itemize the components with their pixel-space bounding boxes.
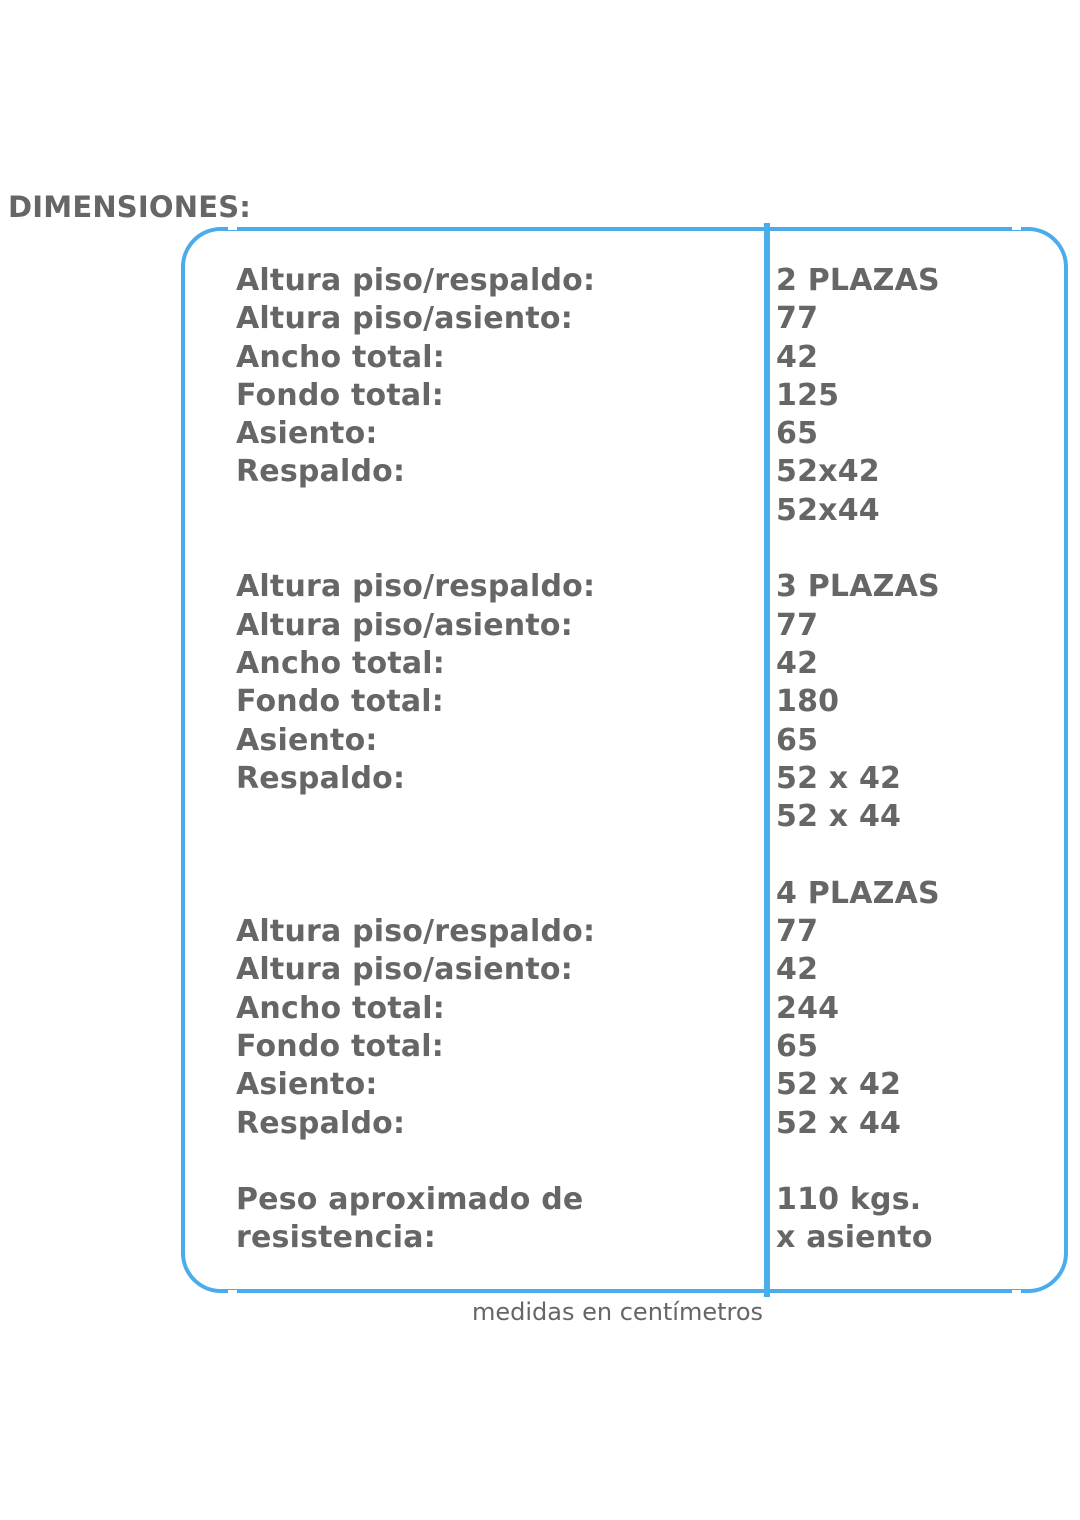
- spec-value: [776, 836, 1061, 874]
- frame-gap: [1012, 224, 1021, 230]
- spec-label: Fondo total:: [236, 684, 444, 720]
- spec-value: x asiento: [776, 1220, 933, 1256]
- spec-value: 52x42: [776, 454, 880, 490]
- spec-label: Asiento:: [236, 1067, 378, 1103]
- spec-label: Asiento:: [236, 416, 378, 452]
- value-column: [776, 262, 1061, 1258]
- section-heading: DIMENSIONES:: [8, 190, 252, 224]
- label-column: [236, 262, 756, 1258]
- spec-value: 77: [776, 607, 819, 643]
- spec-value: 52 x 44: [776, 1105, 902, 1141]
- spec-label: Ancho total:: [236, 339, 445, 375]
- spec-value: 65: [776, 722, 819, 758]
- spec-value: 77: [776, 914, 819, 950]
- spec-value: 52 x 44: [776, 799, 902, 835]
- spec-value: 52 x 42: [776, 1067, 902, 1103]
- spec-value: 52x44: [776, 492, 880, 528]
- spec-label: resistencia:: [236, 1220, 436, 1256]
- spec-label: Altura piso/respaldo:: [236, 569, 596, 605]
- spec-label: Fondo total:: [236, 1028, 444, 1064]
- column-divider: [764, 223, 770, 1297]
- spec-value: 244: [776, 990, 840, 1026]
- spec-label: [236, 836, 756, 874]
- spec-label: Altura piso/respaldo:: [236, 914, 596, 950]
- spec-value: [776, 530, 1061, 568]
- spec-label: Altura piso/asiento:: [236, 952, 573, 988]
- spec-label: Respaldo:: [236, 760, 406, 796]
- units-footnote: medidas en centímetros: [472, 1298, 764, 1326]
- spec-label: [236, 530, 756, 568]
- spec-label: Ancho total:: [236, 990, 445, 1026]
- spec-value: 2 PLAZAS: [776, 263, 940, 298]
- spec-value: 4 PLAZAS: [776, 875, 940, 911]
- spec-label: Respaldo:: [236, 1105, 406, 1141]
- spec-label: Respaldo:: [236, 454, 406, 490]
- spec-value: [776, 1143, 1061, 1181]
- spec-label: Altura piso/asiento:: [236, 607, 573, 643]
- spec-label: Asiento:: [236, 722, 378, 758]
- spec-label: Altura piso/respaldo:: [236, 263, 596, 298]
- spec-value: 42: [776, 952, 819, 988]
- spec-value: 65: [776, 416, 819, 452]
- spec-label: [236, 875, 756, 913]
- spec-value: 110 kgs.: [776, 1182, 922, 1218]
- spec-value: 65: [776, 1028, 819, 1064]
- spec-value: 42: [776, 339, 819, 375]
- frame-gap: [228, 224, 237, 230]
- spec-label: [236, 798, 756, 836]
- spec-label: [236, 492, 756, 530]
- frame-gap: [228, 1290, 237, 1296]
- spec-value: 180: [776, 684, 840, 720]
- spec-label: Altura piso/asiento:: [236, 301, 573, 337]
- spec-label: Fondo total:: [236, 377, 444, 413]
- spec-value: 52 x 42: [776, 760, 902, 796]
- spec-label: Ancho total:: [236, 645, 445, 681]
- spec-label: Peso aproximado de: [236, 1182, 584, 1218]
- spec-value: 42: [776, 645, 819, 681]
- spec-label: [236, 1143, 756, 1181]
- frame-gap: [1012, 1290, 1021, 1296]
- spec-value: 125: [776, 377, 840, 413]
- spec-value: 77: [776, 301, 819, 337]
- spec-value: 3 PLAZAS: [776, 569, 940, 605]
